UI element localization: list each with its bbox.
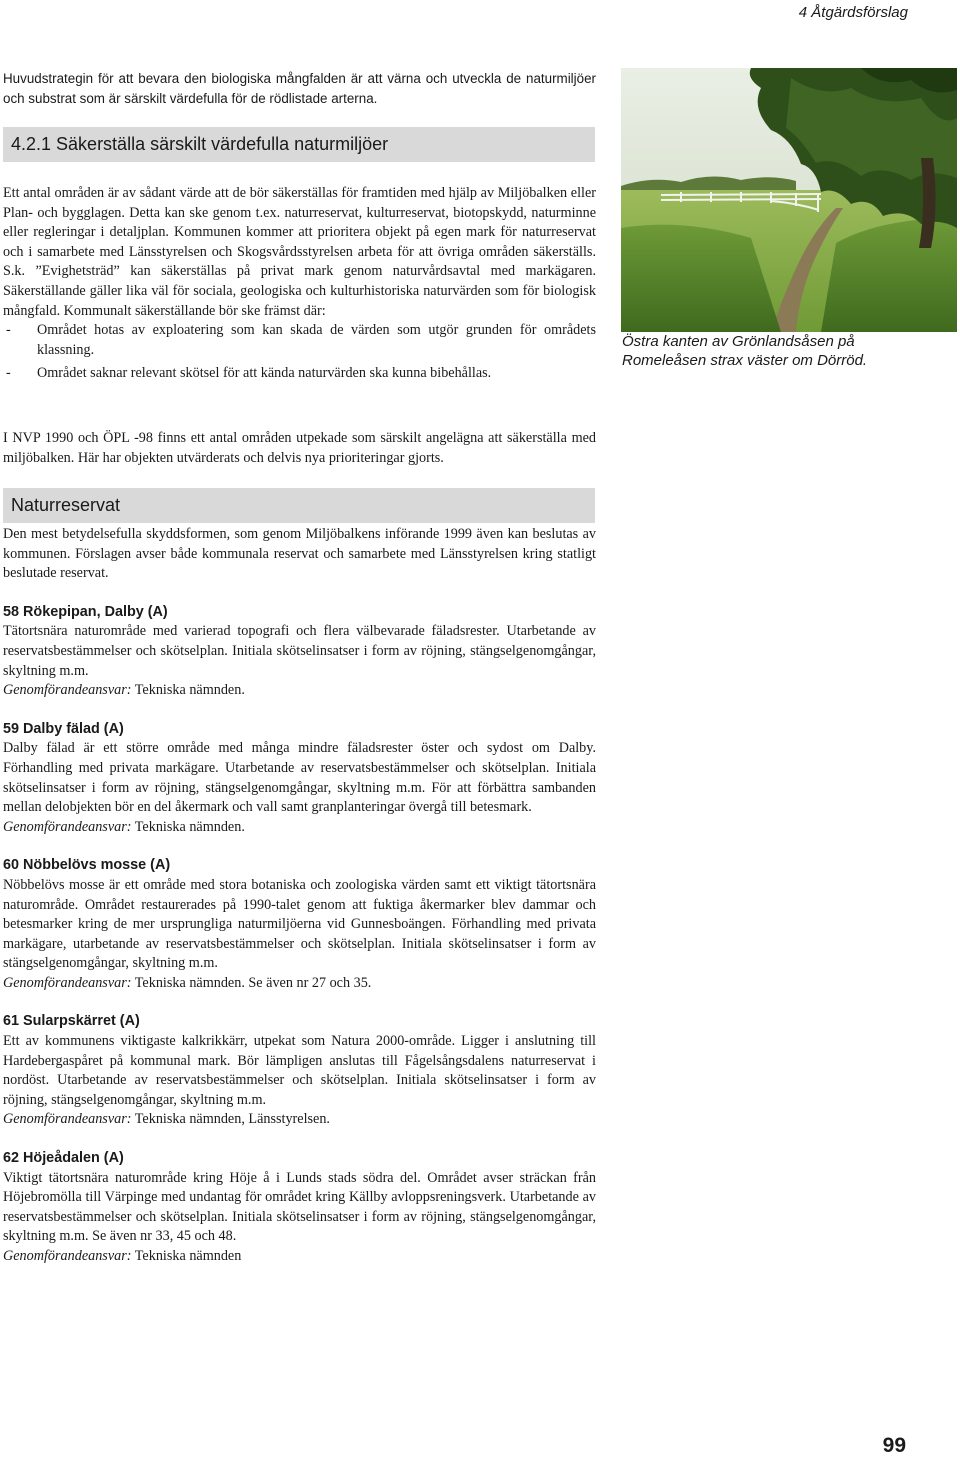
- entry-text: Dalby fälad är ett större område med många mindre fäladsrester öster och sydost om Dalby. Förhandling med privata markägare. Utarbetande av reservatsbestämmelser och skötselplan. Initiala skötselinsatser i form av röjning, stängselgenomgångar, skyltning m.m. För att förbättra sambanden mellan delobjekten bör en del åkermark och vall samt granplanteringar övergå till betesmark.: [3, 740, 596, 816]
- section2-paragraph: Den mest betydelsefulla skyddsformen, som genom Miljöbalkens införande 1999 även kan beslutas av kommunen. Förslagen avser både kommunala reservat och samarbete med Länsstyrelsen kring statligt beslutade reservat.: [3, 526, 596, 582]
- responsibility-label: Genomförandeansvar:: [3, 1248, 132, 1264]
- list-item: [3, 364, 596, 384]
- responsibility-label: Genomförandeansvar:: [3, 1111, 132, 1128]
- entry-responsibility: [3, 1110, 596, 1130]
- responsibility-value: Tekniska nämnden, Länsstyrelsen.: [131, 1111, 330, 1128]
- section1-paragraph: Ett antal områden är av sådant värde att de bör säkerställas för framtiden med hjälp av Miljöbalken eller Plan- och bygglagen. Detta kan ske genom t.ex. naturreservat, kulturreservat, biotopskydd, naturminne eller regleringar i detaljplan. Kommunen kommer att prioritera objekt på egen mark för naturreservat och i samarbete med Länsstyrelsen och Skogsvårdsstyrelsen arbeta för att övriga områden säkerställs. S.k. ”Evighetsträd” kan säkerställas på privat mark genom naturvårdsavtal med markägaren. Säkerställande gäller lika väl för sociala, geologiska och kulturhistoriska naturvärden som för biologisk mångfald. Kommunalt säkerställande bör ske främst där:: [3, 185, 596, 319]
- entry-text: Tätortsnära naturområde med varierad topografi och flera välbevarade fäladsrester. Utarbetande av reservatsbestämmelser och skötselplan. Initiala skötselinsatser i form av röjning, stängselgenomgångar, skyltning m.m.: [3, 623, 596, 679]
- entry-title: 61 Sularpskärret (A): [3, 1013, 140, 1030]
- reserve-entry-58: [3, 603, 596, 701]
- entry-title: 62 Höjeådalen (A): [3, 1150, 124, 1167]
- list-item-text: Området hotas av exploatering som kan skada de värden som utgör grunden för områdets klassning.: [37, 322, 596, 358]
- entry-responsibility: [3, 1247, 596, 1267]
- responsibility-label: Genomförandeansvar:: [3, 682, 132, 699]
- list-item: [3, 321, 596, 360]
- photo-caption: Östra kanten av Grönlandsåsen på Romeleåsen strax väster om Dörröd.: [622, 333, 868, 370]
- list-marker: -: [6, 365, 11, 382]
- responsibility-label: Genomförandeansvar:: [3, 974, 132, 991]
- responsibility-label: Genomförandeansvar:: [3, 818, 132, 835]
- entry-title: 58 Rökepipan, Dalby (A): [3, 603, 168, 620]
- entry-title: 59 Dalby fälad (A): [3, 720, 124, 737]
- entry-text: Nöbbelövs mosse är ett område med stora botaniska och zoologiska värden samt ett viktigt tätortsnära naturområde. Området restaurerades på 1990-talet genom att fuktiga åkermarker blev dammar och betesmarker kring de mer ursprungliga naturmiljöerna vid Gunnesboängen. Förhandling med privata markägare, utarbetande av reservatsbestämmelser och skötselplan. Initiala skötselinsatser i form av stängselgenomgångar, skyltning m.m.: [3, 876, 596, 972]
- page-number: 99: [882, 1434, 906, 1457]
- entry-text: Viktigt tätortsnära naturområde kring Höje å i Lunds stads södra del. Området avser sträckan från Höjebromölla till Värpinge med undantag för området kring Källby avloppsreningsverk. Utarbetande av reservatsbestämmelser och skötselplan. Initiala skötselinsatser i form av röjning, stängselgenomgångar, skyltning m.m. Se även nr 33, 45 och 48.: [3, 1169, 596, 1245]
- section1-body: [3, 184, 596, 388]
- section2-body: [3, 525, 596, 1267]
- entry-responsibility: [3, 974, 596, 994]
- running-head: 4 Åtgärdsförslag: [798, 4, 908, 21]
- section-heading-naturreservat: Naturreservat: [3, 488, 595, 523]
- intro-paragraph: Huvudstrategin för att bevara den biologiska mångfalden är att värna och utveckla de naturmiljöer och substrat som är särskilt värdefulla för de rödlistade arterna.: [3, 71, 596, 106]
- landscape-photo: [621, 68, 957, 332]
- section-heading-4-2-1: 4.2.1 Säkerställa särskilt värdefulla naturmiljöer: [3, 127, 595, 162]
- reserve-entry-60: [3, 856, 596, 993]
- reserve-entry-59: [3, 720, 596, 838]
- responsibility-value: Tekniska nämnden.: [131, 818, 245, 835]
- list-item-text: Området saknar relevant skötsel för att kända naturvärden ska kunna bibehållas.: [37, 365, 492, 382]
- responsibility-value: Tekniska nämnden: [131, 1248, 242, 1264]
- responsibility-value: Tekniska nämnden. Se även nr 27 och 35.: [131, 974, 372, 991]
- criteria-list: [3, 321, 596, 384]
- entry-responsibility: [3, 681, 596, 701]
- nvp-paragraph: I NVP 1990 och ÖPL -98 finns ett antal områden utpekade som särskilt angelägna att säkerställa med miljöbalken. Här har objekten utvärderats och delvis nya prioriteringar gjorts.: [3, 430, 596, 466]
- reserve-entry-61: [3, 1012, 596, 1130]
- landscape-photo-illustration: [621, 68, 957, 332]
- list-marker: -: [6, 322, 11, 339]
- entry-text: Ett av kommunens viktigaste kalkrikkärr, utpekat som Natura 2000-område. Ligger i anslutning till Hardebergaspåret på kommunal mark. Bör lämpligen anslutas till Fågelsångsdalens naturreservat i nordöst. Utarbetande av reservatsbestämmelser och skötselplan. Initiala skötselinsatser i form av röjning, stängselgenomgångar, skyltning m.m.: [3, 1033, 596, 1108]
- responsibility-value: Tekniska nämnden.: [131, 682, 245, 699]
- entry-title: 60 Nöbbelövs mosse (A): [3, 857, 171, 874]
- entry-responsibility: [3, 818, 596, 838]
- reserve-entry-62: [3, 1149, 596, 1267]
